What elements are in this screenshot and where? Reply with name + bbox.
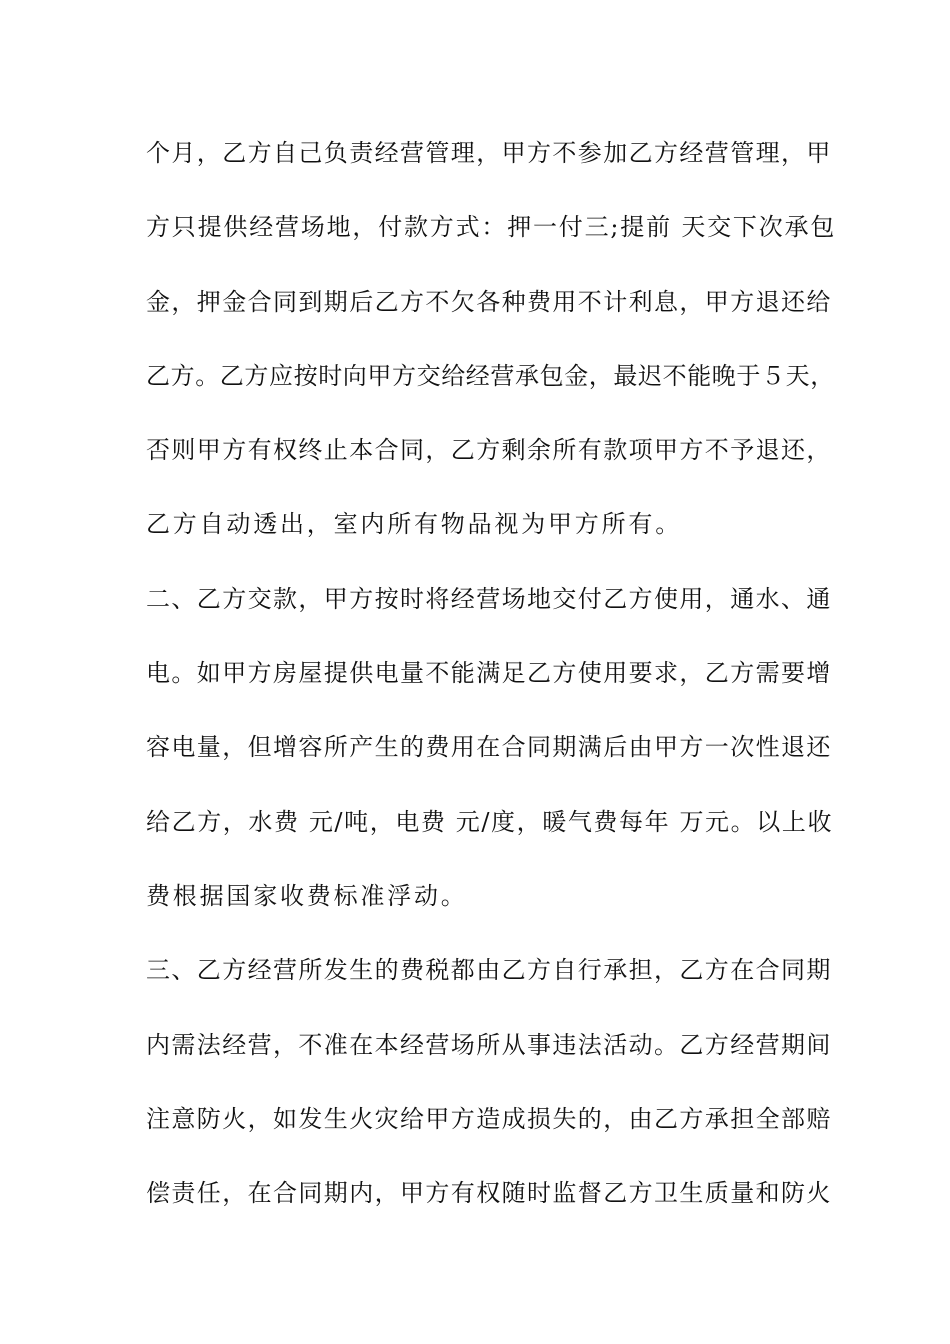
text-line: 金，押金合同到期后乙方不欠各种费用不计利息，甲方退还给	[146, 287, 832, 316]
text-line: 费根据国家收费标准浮动。	[146, 881, 468, 910]
text-line: 乙方自动透出，室内所有物品视为甲方所有。	[146, 510, 682, 539]
text-line: 偿责任，在合同期内，甲方有权随时监督乙方卫生质量和防火	[146, 1179, 832, 1208]
text-line: 个月，乙方自己负责经营管理，甲方不参加乙方经营管理，甲	[146, 139, 832, 167]
text-line: 乙方。乙方应按时向甲方交给经营承包金，最迟不能晚于５天，	[146, 361, 835, 390]
contract-text-body	[146, 128, 837, 1242]
text-line: 内需法经营，不准在本经营场所从事违法活动。乙方经营期间	[146, 1030, 832, 1059]
text-line: 注意防火，如发生火灾给甲方造成损失的，由乙方承担全部赔	[146, 1104, 832, 1133]
text-line: 容电量，但增容所产生的费用在合同期满后由甲方一次性退还	[146, 733, 832, 762]
text-line: 否则甲方有权终止本合同，乙方剩余所有款项甲方不予退还，	[146, 436, 832, 465]
text-line: 三、乙方经营所发生的费税都由乙方自行承担，乙方在合同期	[146, 956, 832, 985]
text-line: 给乙方，水费 元/吨，电费 元/度，暖气费每年 万元。以上收	[146, 807, 834, 836]
text-line: 电。如甲方房屋提供电量不能满足乙方使用要求，乙方需要增	[146, 659, 832, 688]
text-line: 二、乙方交款，甲方按时将经营场地交付乙方使用，通水、通	[146, 584, 832, 613]
text-line: 方只提供经营场地，付款方式：押一付三;提前 天交下次承包	[146, 213, 837, 242]
